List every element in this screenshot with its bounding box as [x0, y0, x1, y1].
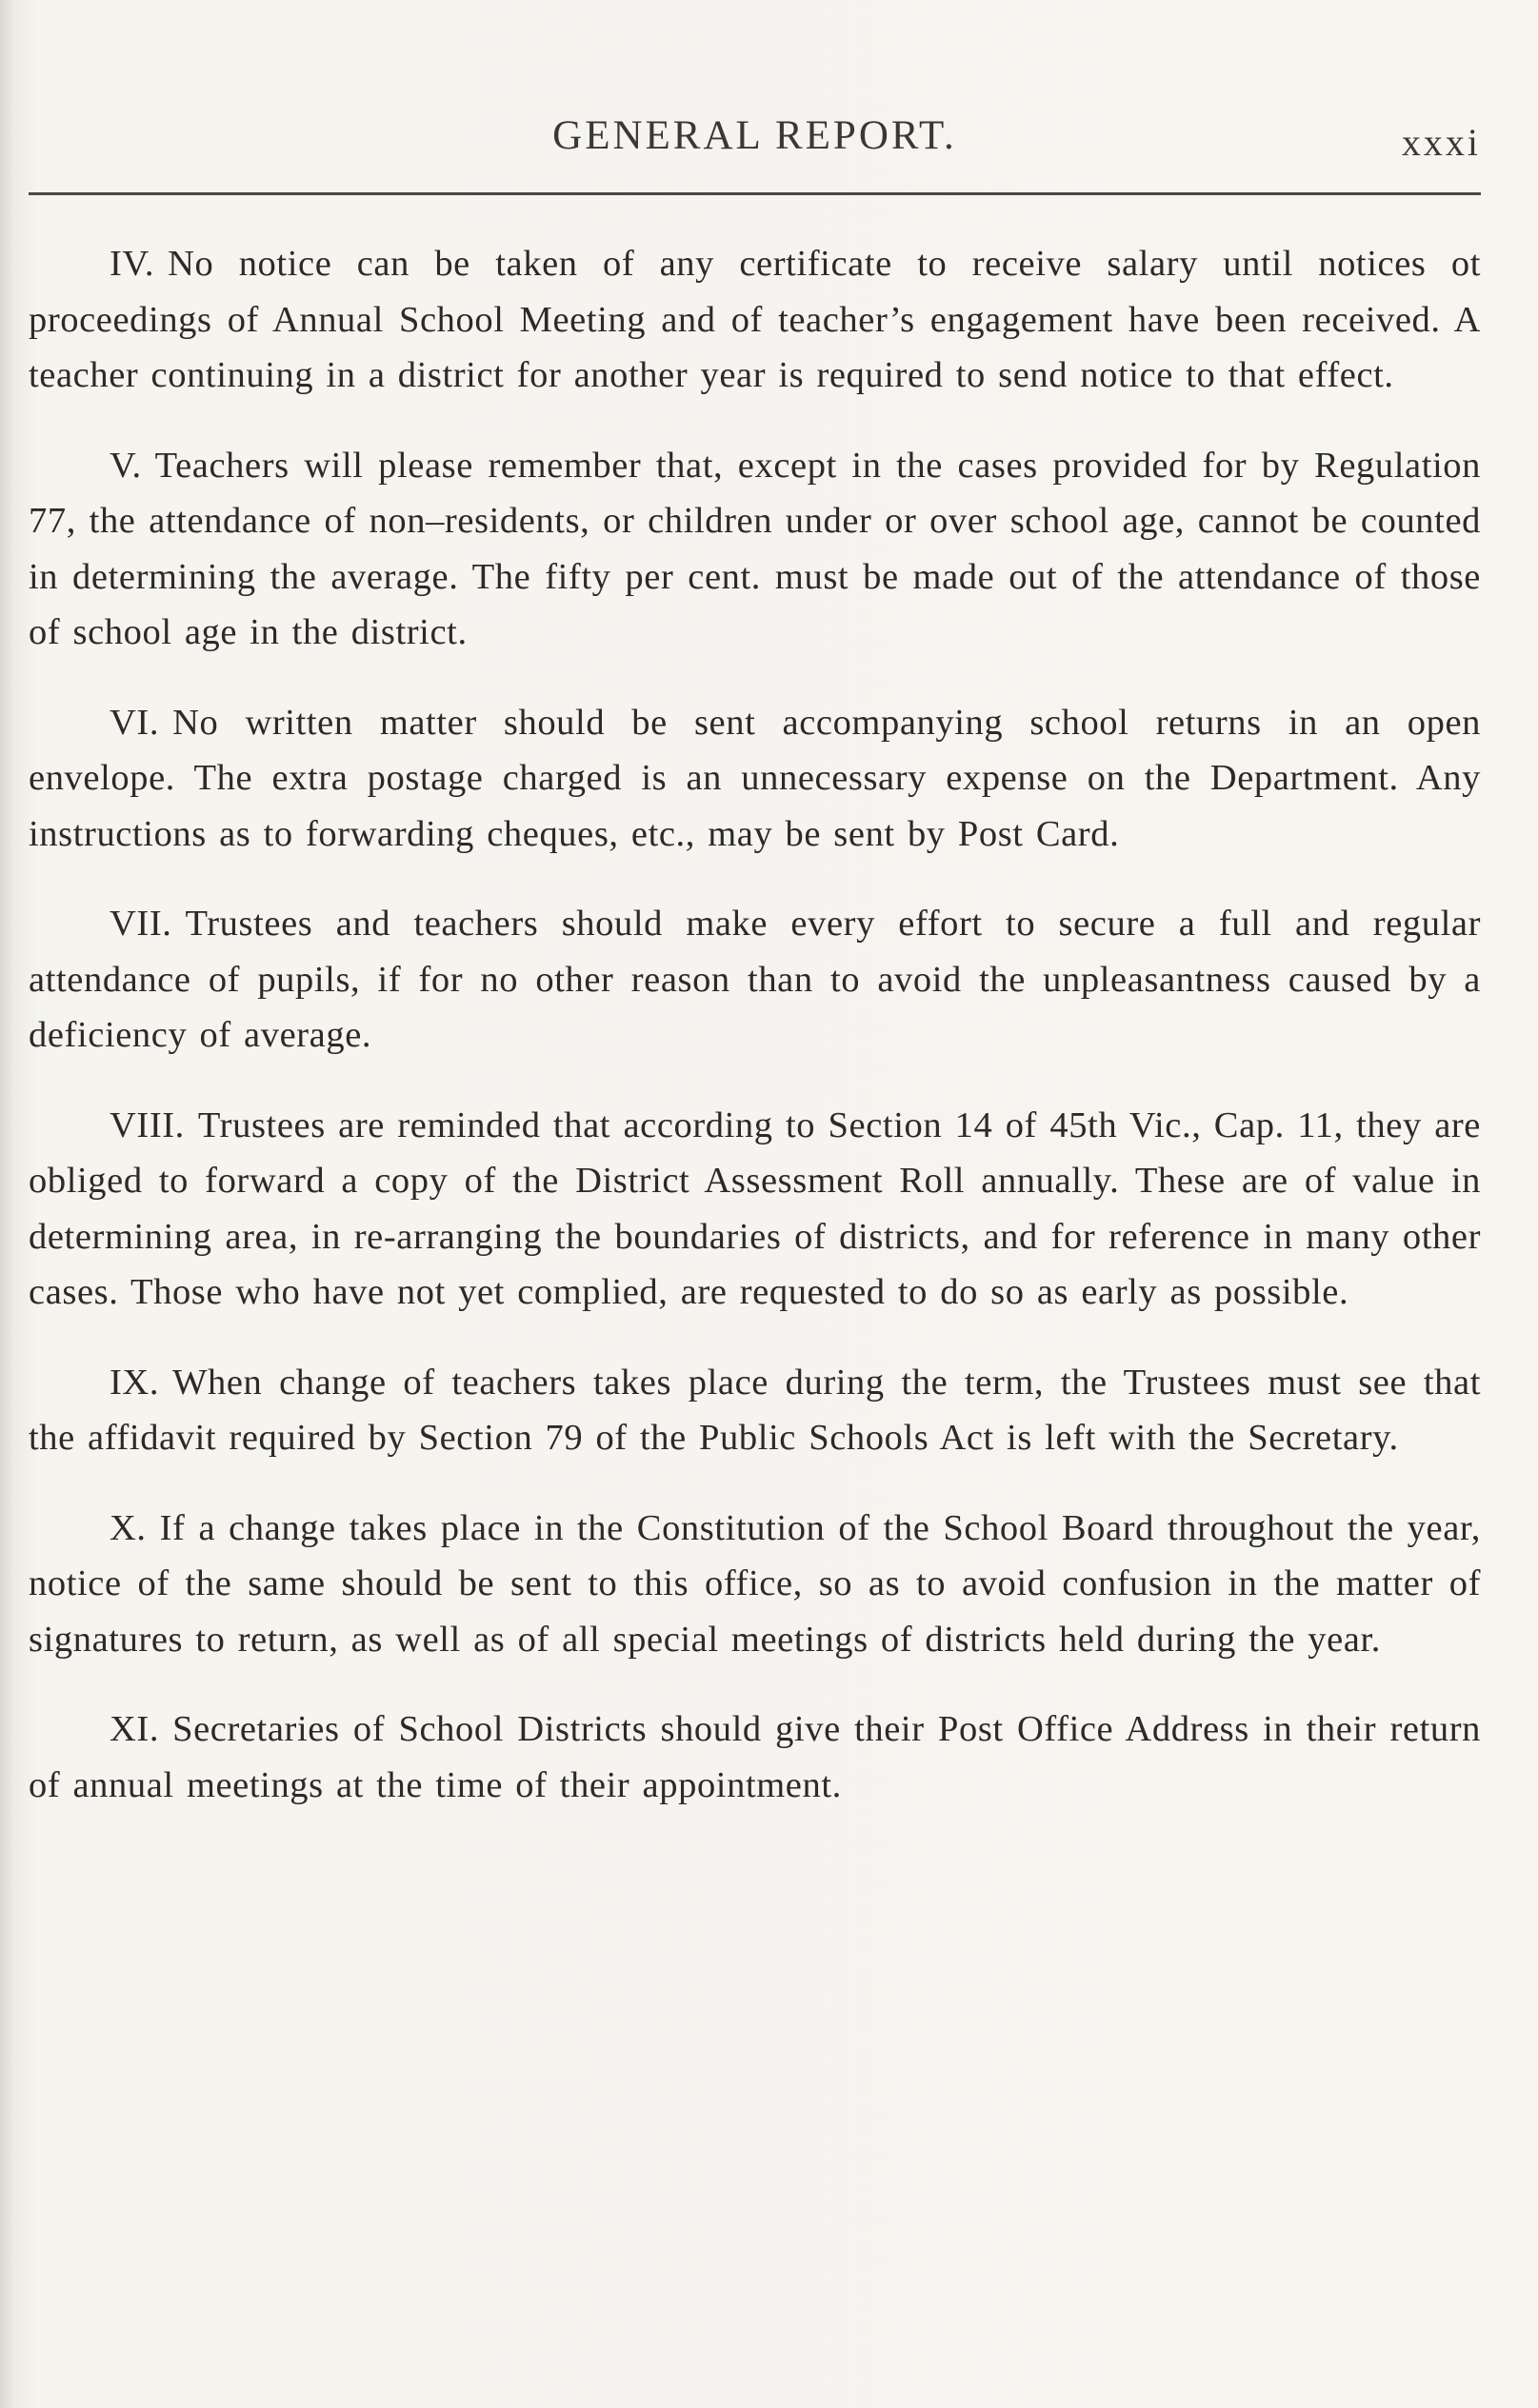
- paragraph-text: If a change takes place in the Constitution of the School Board throughout the year, notice of the same should be sent to this office, so as to avoid confusion in the matter of signatures to return, as well as of all special meetings of districts held during the year.: [29, 1507, 1481, 1660]
- paragraph-text: Trustees are reminded that according to Section 14 of 45th Vic., Cap. 11, they are obliged to forward a copy of the District Assessment Roll annually. These are of value in determining area, in re-arranging the boundaries of districts, and for reference in many other cases. Those who have not yet complied, are requested to do so as early as possible.: [29, 1104, 1481, 1312]
- paragraph-vi: [29, 695, 1481, 863]
- paragraph-numeral: IV.: [110, 244, 155, 284]
- paragraph-ix: [29, 1355, 1481, 1466]
- paragraph-numeral: VIII.: [110, 1104, 185, 1145]
- page-number: xxxi: [1401, 121, 1481, 164]
- paragraph-numeral: IX.: [110, 1362, 160, 1403]
- paragraph-text: Teachers will please remember that, except in the cases provided for by Regulation 77, the attendance of non–residents, or children under or over school age, cannot be counted in determining the average. The fifty per cent. must be made out of the attendance of those of school age in the district.: [29, 445, 1481, 652]
- paragraph-x: [29, 1501, 1481, 1668]
- header-rule: [29, 192, 1481, 195]
- paragraph-text: When change of teachers takes place during the term, the Trustees must see that the affidavit required by Section 79 of the Public Schools Act is left with the Secretary.: [29, 1362, 1481, 1458]
- paragraph-text: No written matter should be sent accompanying school returns in an open envelope. The extra postage charged is an unnecessary expense on the Department. Any instructions as to forwarding cheques, etc., may be sent by Post Card.: [29, 702, 1481, 854]
- paragraph-xi: [29, 1702, 1481, 1813]
- paragraph-numeral: X.: [110, 1507, 147, 1548]
- paragraph-text: Trustees and teachers should make every effort to secure a full and regular attendance of pupils, if for no other reason than to avoid the unpleasantness caused by a deficiency of average.: [29, 904, 1481, 1055]
- running-title: GENERAL REPORT.: [552, 113, 957, 158]
- paragraph-viii: [29, 1098, 1481, 1321]
- paragraph-iv: [29, 236, 1481, 404]
- paragraph-numeral: VI.: [110, 702, 160, 743]
- paragraph-text: Secretaries of School Districts should give their Post Office Address in their return of annual meetings at the time of their appointment.: [29, 1709, 1481, 1805]
- paragraph-v: [29, 438, 1481, 661]
- paragraph-numeral: XI.: [110, 1709, 160, 1749]
- page-header: [29, 112, 1481, 169]
- paragraph-vii: [29, 896, 1481, 1064]
- paragraph-text: No notice can be taken of any certificate to receive salary until notices ot proceedings of Annual School Meeting and of teacher’s engagement have been received. A teacher continuing in a district for another year is required to send notice to that effect.: [29, 244, 1481, 395]
- report-body: [29, 236, 1481, 1847]
- paragraph-numeral: V.: [110, 445, 142, 486]
- paragraph-numeral: VII.: [110, 904, 172, 944]
